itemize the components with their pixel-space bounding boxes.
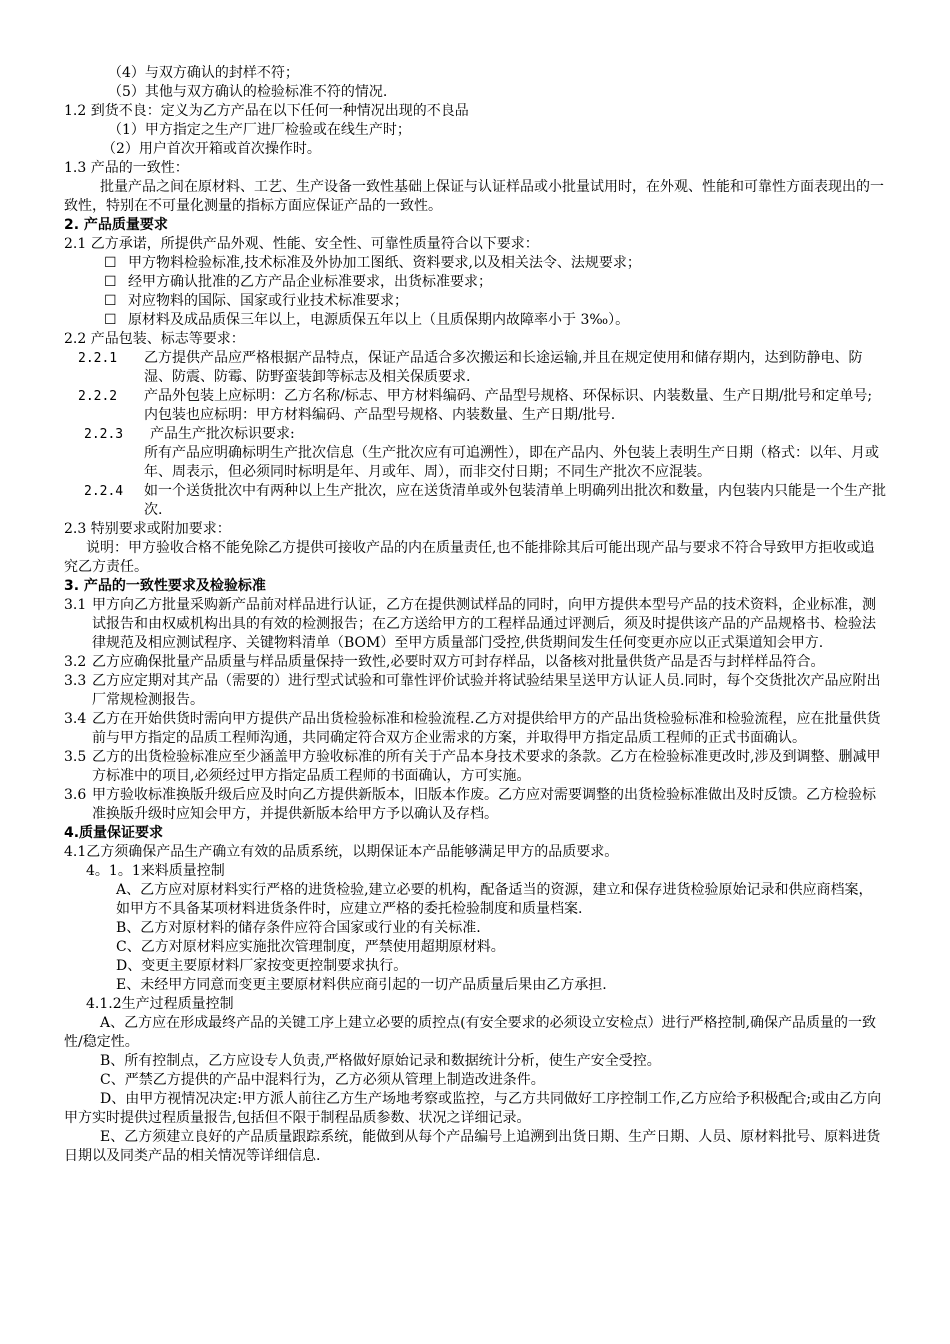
clause-heading: 1.3 产品的一致性： — [64, 160, 189, 176]
subclause-number: 2.2.2 — [78, 389, 118, 404]
clause-text: （4）与双方确认的封样不符； — [108, 65, 299, 81]
numbered-clause — [64, 710, 886, 748]
numbered-clause — [64, 596, 886, 653]
clause-text: 乙方的出货检验标准应至少涵盖甲方验收标准的所有关于产品本身技术要求的条款。乙方在检验标准更改时,涉及到调整、删减甲方标准中的项目,必须经过甲方指定品质工程师的书面确认，方可实施。 — [92, 749, 881, 784]
subclause-text: 产品生产批次标识要求: — [150, 426, 295, 442]
subclause — [64, 387, 886, 425]
clause-number: 3.4 — [64, 711, 87, 727]
subclause-text: 如一个送货批次中有两种以上生产批次，应在送货清单或外包装清单上明确列出批次和数量，内包装内只能是一个生产批次. — [144, 483, 886, 518]
checklist-text: 原材料及成品质保三年以上，电源质保五年以上（且质保期内故障率小于 3‰）。 — [128, 312, 630, 328]
subclause-number: 2.2.3 — [84, 427, 124, 442]
subclause-text: 产品外包装上应标明：乙方名称/标志、甲方材料编码、产品型号规格、环保标识、内装数量、生产日期/批号和定单号;内包装也应标明：甲方材料编码、产品型号规格、内装数量、生产日期/批号. — [144, 388, 873, 423]
checklist-text: 对应物料的国际、国家或行业技术标准要求； — [128, 293, 408, 309]
subclause — [64, 425, 886, 444]
section-heading: 4.质量保证要求 — [64, 825, 164, 841]
clause-text: （2）用户首次开箱或首次操作时。 — [102, 141, 321, 157]
clause-heading: 2.1 乙方承诺，所提供产品外观、性能、安全性、可靠性质量符合以下要求： — [64, 236, 539, 252]
clause-heading: 4.1乙方须确保产品生产确立有效的品质系统，以期保证本产品能够满足甲方的品质要求。 — [64, 844, 619, 860]
checklist-text: 经甲方确认批准的乙方产品企业标准要求，出货标准要求； — [128, 274, 492, 290]
list-item: C、严禁乙方提供的产品中混料行为，乙方必须从管理上制造改进条件。 — [100, 1072, 545, 1088]
subclause — [64, 482, 886, 520]
clause-heading: 2.2 产品包装、标志等要求： — [64, 331, 245, 347]
subclause-number: 2.2.1 — [78, 351, 118, 366]
list-item: B、所有控制点，乙方应设专人负责,严格做好原始记录和数据统计分析，使生产安全受控。 — [100, 1053, 661, 1069]
section-heading: 2. 产品质量要求 — [64, 217, 168, 233]
clause-heading: 2.3 特别要求或附加要求： — [64, 521, 231, 537]
checkbox-icon: ☐ — [104, 255, 117, 271]
clause-heading: 1.2 到货不良：定义为乙方产品在以下任何一种情况出现的不良品 — [64, 103, 469, 119]
document-page — [64, 64, 886, 1166]
list-item: C、乙方对原材料应实施批次管理制度，严禁使用超期原材料。 — [116, 939, 505, 955]
section-heading: 3. 产品的一致性要求及检验标准 — [64, 578, 266, 594]
subclause-text: 乙方提供产品应严格根据产品特点，保证产品适合多次搬运和长途运输,并且在规定使用和储存期内，达到防静电、防湿、防震、防霉、防野蛮装卸等标志及相关保质要求. — [144, 350, 863, 385]
clause-text: 甲方向乙方批量采购新产品前对样品进行认证，乙方在提供测试样品的同时，向甲方提供本型号产品的技术资料，企业标准，测试报告和由权威机构出具的有效的检测报告；在乙方送给甲方的工程样品通过评测后，须及时提供该产品的产品规格书、检验法律规范及相应测试程序、关键物料清单（BOM）至甲方质量部门受控,供货期间发生任何变更亦应以正式渠道知会甲方. — [92, 597, 876, 651]
checklist-item — [64, 254, 886, 273]
subclause — [64, 349, 886, 387]
list-item: D、由甲方视情况决定:甲方派人前往乙方生产场地考察或监控，与乙方共同做好工序控制工作,乙方应给予积极配合;或由乙方向甲方实时提供过程质量报告,包括但不限于制程品质参数、状况之详细记录。 — [64, 1091, 882, 1126]
checklist-item — [64, 311, 886, 330]
numbered-clause — [64, 653, 886, 672]
list-item: D、变更主要原材料厂家按变更控制要求执行。 — [116, 958, 408, 974]
checklist-text: 甲方物料检验标准,技术标准及外协加工图纸、资料要求,以及相关法令、法规要求； — [128, 255, 641, 271]
clause-number: 3.6 — [64, 787, 87, 803]
subsection-heading: 4。1。1来料质量控制 — [86, 863, 225, 879]
checkbox-icon: ☐ — [104, 293, 117, 309]
clause-text: （5）其他与双方确认的检验标准不符的情况. — [108, 84, 388, 100]
checklist-item — [64, 292, 886, 311]
clause-number: 3.3 — [64, 673, 87, 689]
clause-text: （1）甲方指定之生产厂进厂检验或在线生产时； — [108, 122, 411, 138]
clause-number: 3.1 — [64, 597, 87, 613]
numbered-clause — [64, 748, 886, 786]
checklist-item — [64, 273, 886, 292]
clause-text: 乙方应定期对其产品（需要的）进行型式试验和可靠性评价试验并将试验结果呈送甲方认证人员.同时，每个交货批次产品应附出厂常规检测报告。 — [92, 673, 881, 708]
clause-text: 乙方应确保批量产品质量与样品质量保持一致性,必要时双方可封存样品，以备核对批量供货产品是否与封样样品符合。 — [92, 654, 825, 670]
paragraph: 说明：甲方验收合格不能免除乙方提供可接收产品的内在质量责任,也不能排除其后可能出现产品与要求不符合导致甲方拒收或追究乙方责任。 — [64, 540, 875, 575]
list-item: A、乙方应在形成最终产品的关键工序上建立必要的质控点(有安全要求的必须设立安检点）进行严格控制,确保产品质量的一致性/稳定性。 — [64, 1015, 877, 1050]
list-item: B、乙方对原材料的储存条件应符合国家或行业的有关标准. — [116, 920, 481, 936]
clause-number: 3.5 — [64, 749, 87, 765]
list-item: E、乙方须建立良好的产品质量跟踪系统，能做到从每个产品编号上追溯到出货日期、生产日期、人员、原材料批号、原料进货日期以及同类产品的相关情况等详细信息. — [64, 1129, 881, 1164]
subclause-number: 2.2.4 — [84, 484, 124, 499]
clause-text: 乙方在开始供货时需向甲方提供产品出货检验标准和检验流程.乙方对提供给甲方的产品出货检验标准和检验流程，应在批量供货前与甲方指定的品质工程师沟通，共同确定符合双方企业需求的方案，并取得甲方指定品质工程师的正式书面确认。 — [92, 711, 881, 746]
paragraph: 批量产品之间在原材料、工艺、生产设备一致性基础上保证与认证样品或小批量试用时，在外观、性能和可靠性方面表现出的一致性，特别在不可量化测量的指标方面应保证产品的一致性。 — [64, 179, 884, 214]
subclause-body: 所有产品应明确标明生产批次信息（生产批次应有可追溯性），即在产品内、外包装上表明生产日期（格式：以年、月或年、周表示，但必须同时标明是年、月或年、周），而非交付日期；不同生产批次不应混装。 — [144, 445, 879, 480]
list-item: E、未经甲方同意而变更主要原材料供应商引起的一切产品质量后果由乙方承担. — [116, 977, 607, 993]
list-item: A、乙方应对原材料实行严格的进货检验,建立必要的机构，配备适当的资源，建立和保存进货检验原始记录和供应商档案，如甲方不具备某项材料进货条件时，应建立严格的委托检验制度和质量档案. — [116, 882, 873, 917]
clause-number: 3.2 — [64, 654, 87, 670]
clause-text: 甲方验收标准换版升级后应及时向乙方提供新版本，旧版本作废。乙方应对需要调整的出货检验标准做出及时反馈。乙方检验标准换版升级时应知会甲方，并提供新版本给甲方予以确认及存档。 — [92, 787, 876, 822]
numbered-clause — [64, 786, 886, 824]
numbered-clause — [64, 672, 886, 710]
checkbox-icon: ☐ — [104, 312, 117, 328]
subsection-heading: 4.1.2生产过程质量控制 — [86, 996, 234, 1012]
checkbox-icon: ☐ — [104, 274, 117, 290]
